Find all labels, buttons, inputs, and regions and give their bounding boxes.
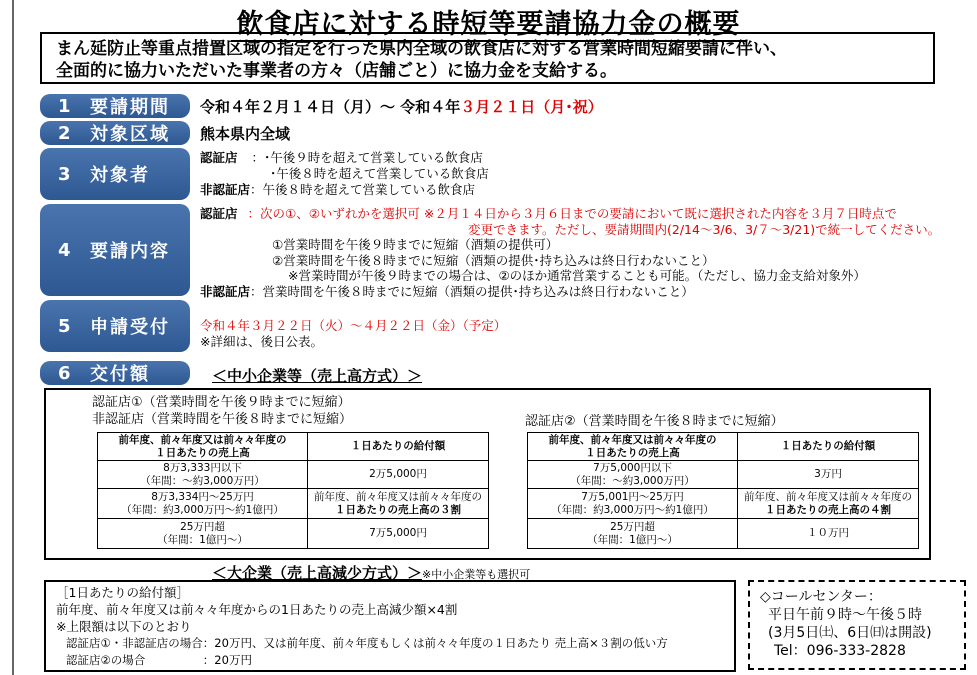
section-6-label: 6 交付額 [40,361,190,385]
section-5-content: 令和４年３月２２日（火）～４月２２日（金）（予定） ※詳細は、後日公表。 [200,318,507,349]
table-row: 8万3,333円以下 （年間：～約3,000万円） 2万5,000円 [98,461,489,489]
section-3-label: 3 対象者 [40,148,190,200]
table-row: 8万3,334円～25万円 （年間：約3,000万円～約1億円） 前年度、前々年度又は前々々年度の １日あたりの売上高の３割 [98,489,489,519]
large-box: ［1日あたりの給付額］ 前年度、前々年度又は前々々年度からの1日あたりの売上高減少額×4割 ※上限額は以下のとおり 認証店①・非認証店の場合：20万円、又は前年度、前々年度もしくは前々々年度の１日あたり 売上高×３割の低い方 認証店②の場合 ：20万円 [44,580,736,672]
section-5-label: 5 申請受付 [40,300,190,352]
section-2-label: 2 対象区域 [40,121,190,145]
table-row: 7万5,000円以下 （年間：～約3,000万円） 3万円 [528,461,919,489]
section-1-label: 1 要請期間 [40,94,190,118]
sme-heading: ＜中小企業等（売上高方式）＞ [212,367,423,385]
section-4-label: 4 要請内容 [40,204,190,296]
page-title: 飲食店に対する時短等要請協力金の概要 [0,2,977,41]
table-row: 25万円超 （年間：1億円～） １０万円 [528,519,919,549]
large-note: ※中小企業等も選択可 [422,568,531,581]
sme-left-captions: 認証店①（営業時間を午後９時までに短縮） 非認証店（営業時間を午後８時までに短縮） [92,395,353,427]
table-row: 25万円超 （年間：1億円～） 7万5,000円 [98,519,489,549]
sme-right-caption: 認証店②（営業時間を午後８時までに短縮） [525,414,784,429]
intro-line-1: まん延防止等重点措置区域の指定を行った県内全域の飲食店に対する営業時間短縮要請に伴い、 [56,39,787,59]
sme-right-table: 前年度、前々年度又は前々々年度の １日あたりの売上高 １日あたりの給付額 7万5,000円以下 （年間：～約3,000万円） 3万円 7万5,001円～25万円 （年間：約3,000万円～約1億円） 前年度、前々年度又は前々々年度の １日あたりの売上高の４割 25万円超 （年間：1億円～） １０万円 [527,432,919,549]
intro-box [40,32,935,84]
section-4-content: 認証店 ：次の①、②いずれかを選択可 ※２月１４日から３月６日までの要請において既に選択された内容を３月７日時点で 変更できます。ただし、要請期間内(2/14～3/6、3/７～3/21)で統一してください。 ①営業時間を午後９時までに短縮（酒類の提供可） ②営業時間を午後８時までに短縮（酒類の提供･持ち込みは終日行わないこと） ※営業時間が午後９時までの場合は、②のほか通常営業することも可能。（ただし、協力金支給対象外） 非認証店：営業時間を午後８時までに短縮（酒類の提供･持ち込みは終日行わないこと） [200,206,941,299]
call-center-box: ◇コールセンター： 平日午前９時～午後５時 (3月5日㈯、6日㈰は開設) Tel：096-333-2828 [748,580,966,670]
intro-line-2: 全面的に協力いただいた事業者の方々（店舗ごと）に協力金を支給する。 [56,61,617,81]
sme-left-table: 前年度、前々年度又は前々々年度の １日あたりの売上高 １日あたりの給付額 8万3,333円以下 （年間：～約3,000万円） 2万5,000円 8万3,334円～25万円 （年間：約3,000万円～約1億円） 前年度、前々年度又は前々々年度の １日あたりの売上高の３割 25万円超 （年間：1億円～） 7万5,000円 [97,432,489,549]
table-row: 7万5,001円～25万円 （年間：約3,000万円～約1億円） 前年度、前々年度又は前々々年度の １日あたりの売上高の４割 [528,489,919,519]
left-margin-rule [12,0,14,675]
section-2-area: 熊本県内全域 [200,125,291,143]
large-heading: ＜大企業（売上高減少方式）＞ [212,564,423,582]
section-3-content: 認証店 ：･午後９時を超えて営業している飲食店 ･午後８時を超えて営業している飲食店 非認証店：午後８時を超えて営業している飲食店 [200,150,489,197]
section-1-period: 令和４年２月１４日（月）～ 令和４年３月２１日（月･祝） [200,98,603,116]
